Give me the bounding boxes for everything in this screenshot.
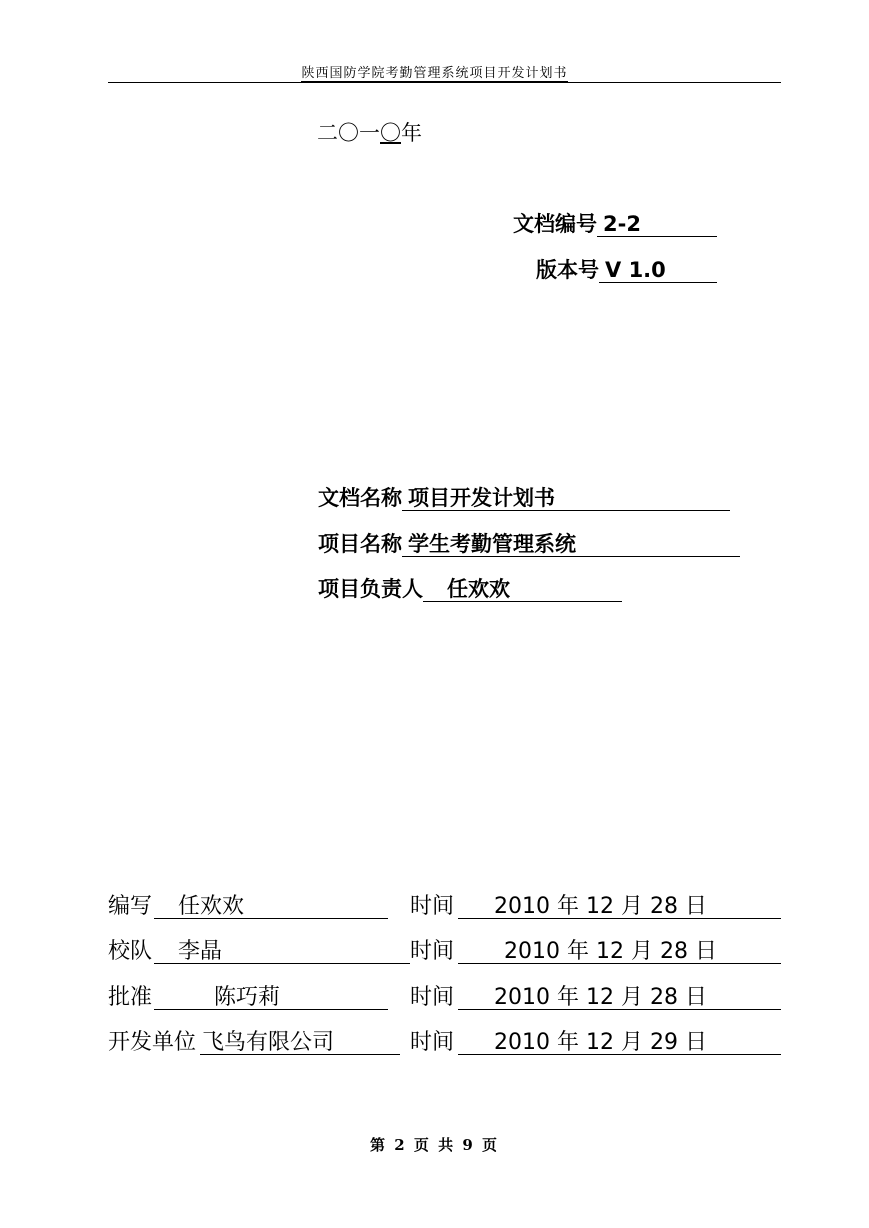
time-label: 时间 bbox=[410, 894, 455, 919]
project-name-line bbox=[318, 528, 740, 558]
signature-row-proofread bbox=[108, 934, 781, 966]
signature-label: 校队 bbox=[108, 939, 153, 964]
version-value: V 1.0 bbox=[599, 258, 717, 283]
time-value: 2010 年 12 月 28 日 bbox=[458, 889, 781, 919]
year-part-3: 年 bbox=[401, 121, 422, 145]
version-label: 版本号 bbox=[536, 258, 599, 282]
project-lead-label: 项目负责人 bbox=[318, 577, 423, 601]
page-number: 第 2 页 共 9 页 bbox=[370, 1136, 499, 1154]
signature-row-approve bbox=[108, 980, 781, 1012]
time-label: 时间 bbox=[410, 939, 455, 964]
signature-label: 批准 bbox=[108, 985, 153, 1010]
doc-number-value: 2-2 bbox=[597, 212, 717, 237]
signature-label: 开发单位 bbox=[108, 1030, 197, 1055]
signature-value: 陈巧莉 bbox=[154, 980, 388, 1010]
signature-row-author bbox=[108, 889, 781, 921]
project-name-value: 学生考勤管理系统 bbox=[402, 532, 740, 557]
page-header bbox=[0, 62, 869, 81]
header-title: 陕西国防学院考勤管理系统项目开发计划书 bbox=[301, 66, 568, 81]
header-divider bbox=[108, 82, 781, 83]
project-lead-line bbox=[318, 573, 622, 603]
signature-value: 李晶 bbox=[154, 934, 410, 964]
doc-name-value: 项目开发计划书 bbox=[402, 486, 730, 511]
time-label: 时间 bbox=[410, 1030, 455, 1055]
doc-name-line bbox=[318, 482, 730, 512]
doc-name-label: 文档名称 bbox=[318, 486, 402, 510]
signature-value: 任欢欢 bbox=[154, 889, 388, 919]
year-part-2: 〇 bbox=[380, 121, 401, 145]
time-value: 2010 年 12 月 28 日 bbox=[458, 934, 781, 964]
signature-label: 编写 bbox=[108, 894, 153, 919]
doc-number-label: 文档编号 bbox=[513, 212, 597, 236]
version-line bbox=[536, 254, 717, 284]
year-line bbox=[317, 117, 422, 147]
project-lead-value: 任欢欢 bbox=[423, 577, 622, 602]
doc-number-line bbox=[513, 208, 717, 238]
year-part-1: 二〇一 bbox=[317, 121, 380, 145]
time-value: 2010 年 12 月 29 日 bbox=[458, 1025, 781, 1055]
time-label: 时间 bbox=[410, 985, 455, 1010]
page-footer bbox=[0, 1134, 869, 1155]
project-name-label: 项目名称 bbox=[318, 532, 402, 556]
signature-row-developer bbox=[108, 1025, 781, 1057]
signature-value: 飞鸟有限公司 bbox=[200, 1025, 400, 1055]
time-value: 2010 年 12 月 28 日 bbox=[458, 980, 781, 1010]
